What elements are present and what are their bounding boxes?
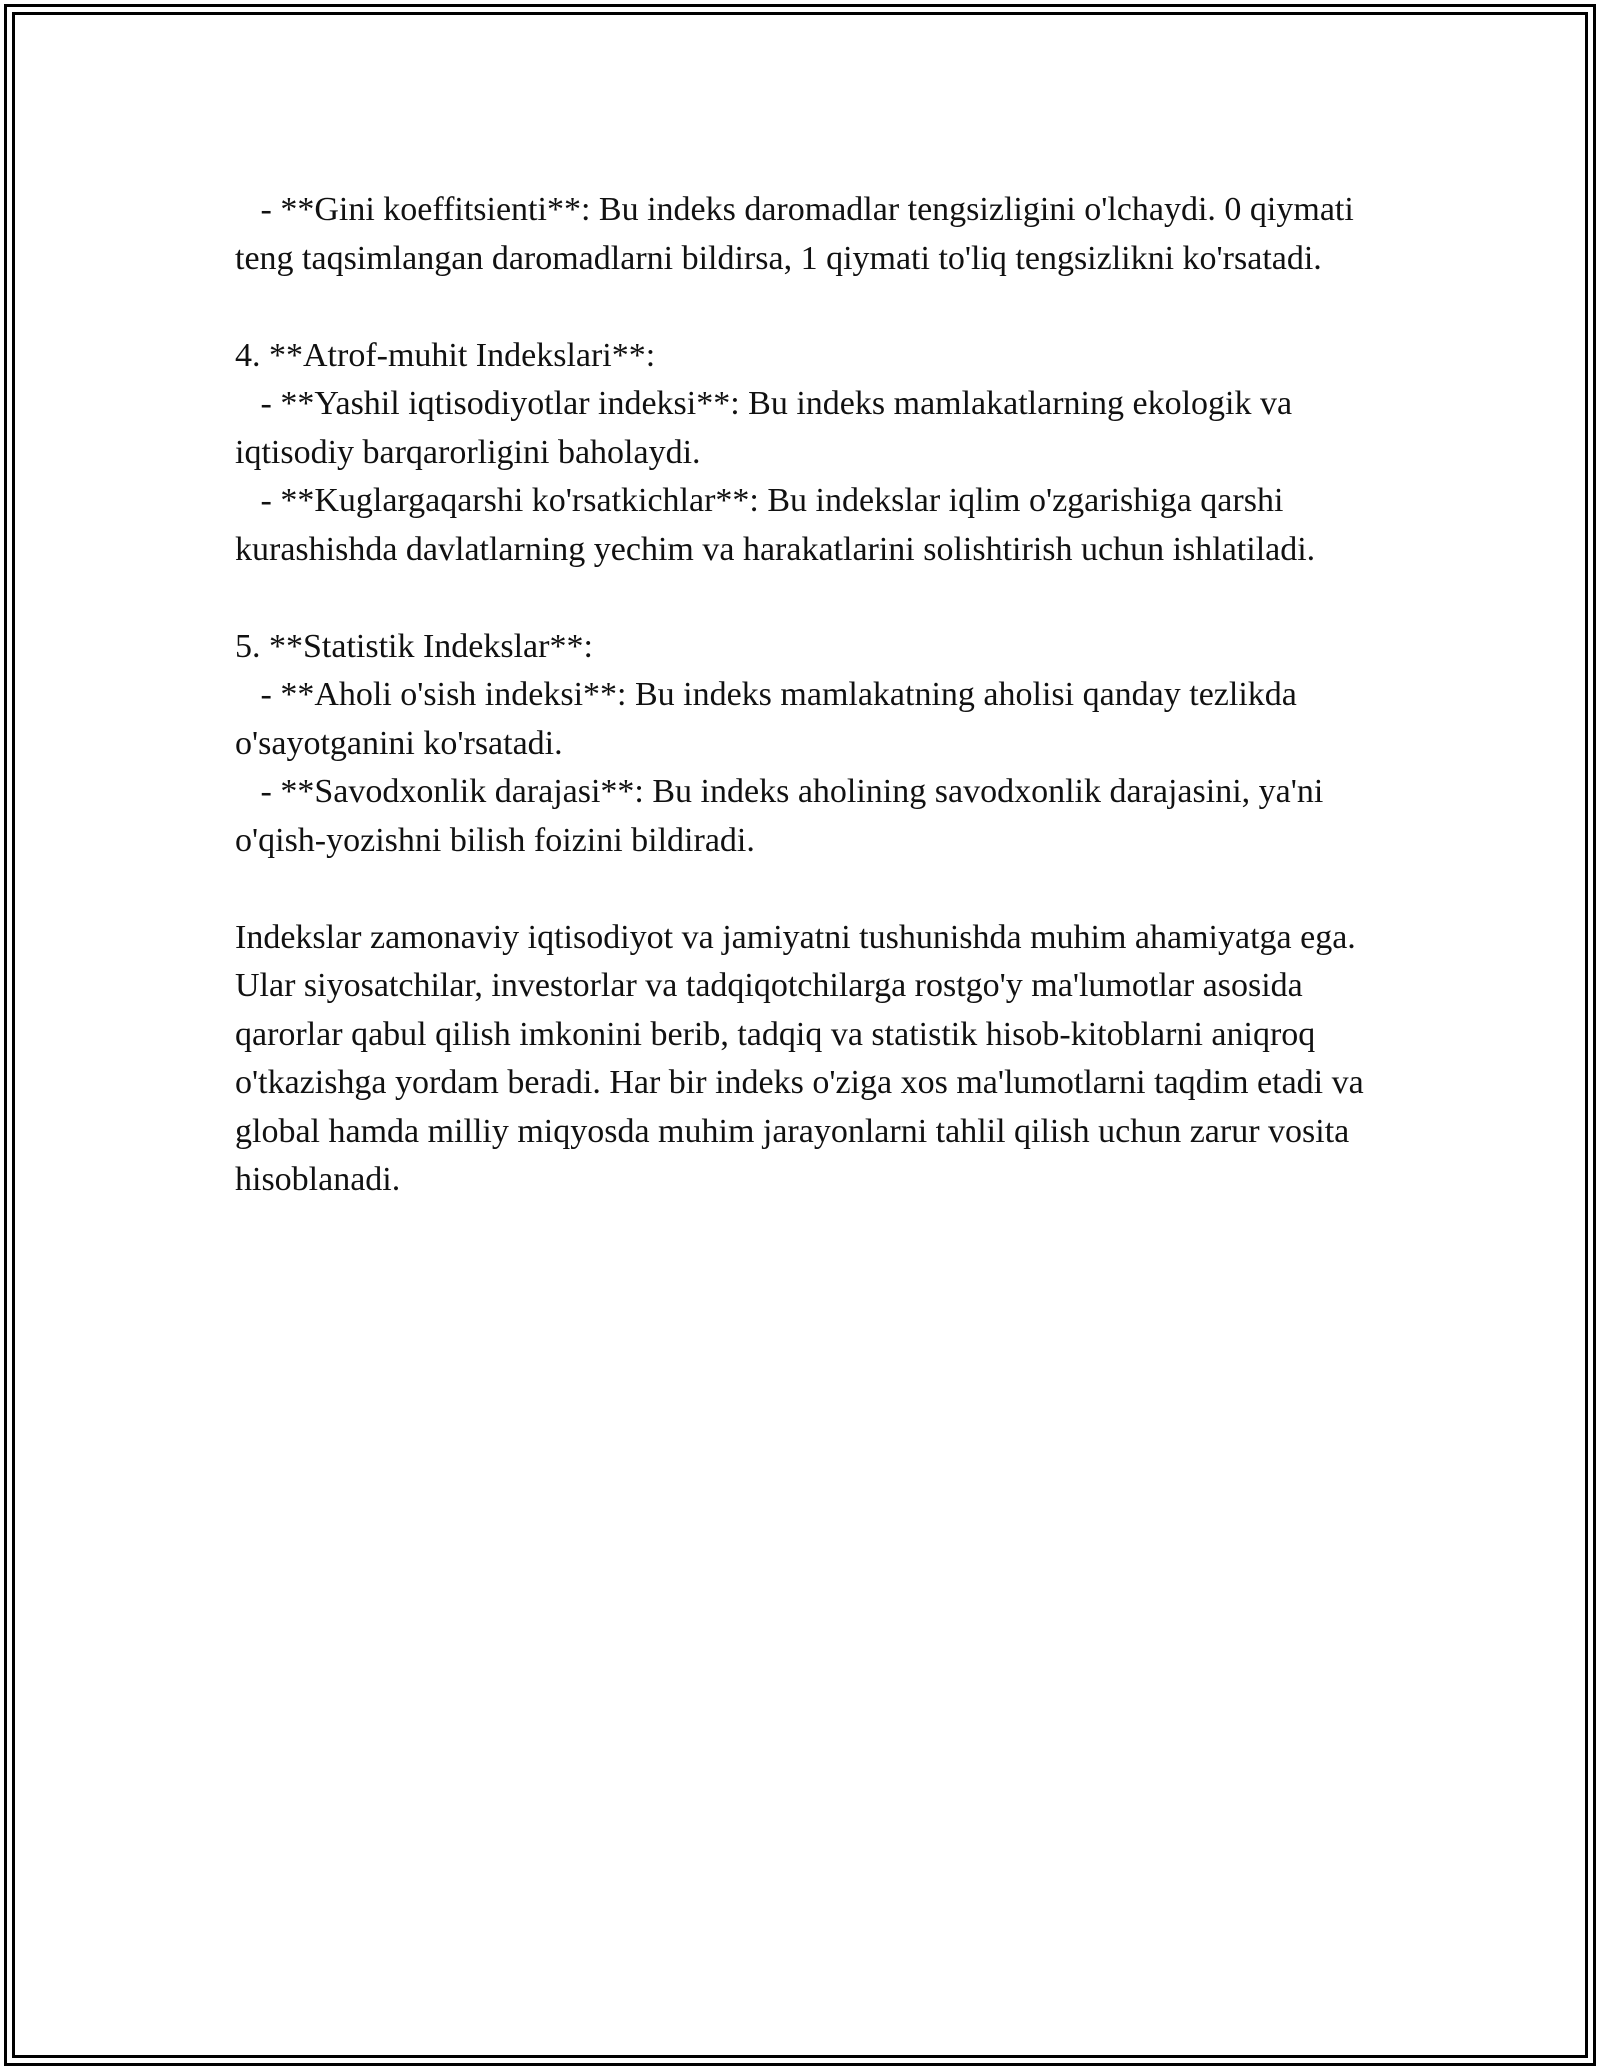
paragraph-gap — [235, 574, 1395, 623]
green-economy-index-item: - **Yashil iqtisodiyotlar indeksi**: Bu indeks mamlakatlarning ekologik va iqtisodiy barqarorligini baholaydi. — [235, 385, 1301, 471]
section-4-heading: 4. **Atrof-muhit Indekslari**: — [235, 336, 656, 374]
population-growth-index-item: - **Aholi o'sish indeksi**: Bu indeks mamlakatning aholisi qanday tezlikda o'sayotganini ko'rsatadi. — [235, 676, 1306, 762]
paragraph-gap — [235, 865, 1395, 914]
climate-indicators-item: - **Kuglargaqarshi ko'rsatkichlar**: Bu indekslar iqlim o'zgarishiga qarshi kurashishda davlatlarning yechim va harakatlarini solishtirish uchun ishlatiladi. — [235, 482, 1316, 568]
section-5-heading: 5. **Statistik Indekslar**: — [235, 627, 593, 665]
gini-coefficient-item: - **Gini koeffitsienti**: Bu indeks daromadlar tengsizligini o'lchaydi. 0 qiymati teng taqsimlangan daromadlarni bildirsa, 1 qiymati to'liq tengsizlikni ko'rsatadi. — [235, 191, 1363, 277]
document-body — [235, 186, 1395, 1205]
conclusion-paragraph: Indekslar zamonaviy iqtisodiyot va jamiyatni tushunishda muhim ahamiyatga ega. Ular siyosatchilar, investorlar va tadqiqotchilarga rostgo'y ma'lumotlar asosida qarorlar qabul qilish imkonini berib, tadqiq va statistik hisob-kitoblarni aniqroq o'tkazishga yordam beradi. Har bir indeks o'ziga xos ma'lumotlarni taqdim etadi va global hamda milliy miqyosda muhim jarayonlarni tahlil qilish uchun zarur vosita hisoblanadi. — [235, 918, 1373, 1198]
literacy-rate-item: - **Savodxonlik darajasi**: Bu indeks aholining savodxonlik darajasini, ya'ni o'qish-yozishni bilish foizini bildiradi. — [235, 773, 1332, 859]
paragraph-gap — [235, 283, 1395, 332]
